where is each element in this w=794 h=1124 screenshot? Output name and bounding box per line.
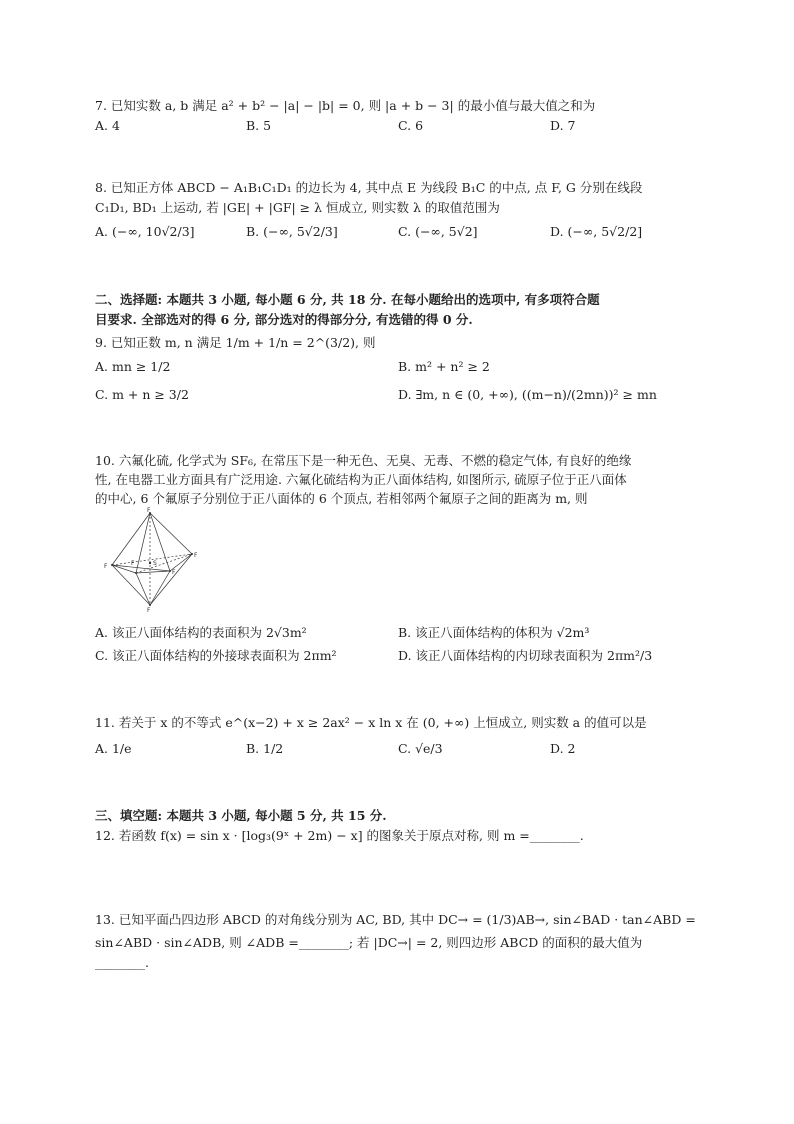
- q9-option-a: A. mn ≥ 1/2: [95, 359, 171, 374]
- q10-stem-line1: 10. 六氟化硫, 化学式为 SF₆, 在常压下是一种无色、无臭、无毒、不燃的稳定气体, 有良好的绝缘: [95, 453, 632, 468]
- label-f-back: F: [172, 569, 176, 576]
- q10-option-c: C. 该正八面体结构的外接球表面积为 2πm²: [95, 648, 337, 663]
- q11-option-c: C. √e/3: [398, 741, 443, 756]
- q8-stem-line1: 8. 已知正方体 ABCD − A₁B₁C₁D₁ 的边长为 4, 其中点 E 为线段 B₁C 的中点, 点 F, G 分别在线段: [95, 180, 643, 195]
- q8-option-d: D. (−∞, 5√2/2]: [550, 224, 643, 239]
- q13-stem-line1: 13. 已知平面凸四边形 ABCD 的对角线分别为 AC, BD, 其中 DC→ = (1/3)AB→, sin∠BAD · tan∠ABD =: [95, 912, 696, 927]
- q10-option-b: B. 该正八面体结构的体积为 √2m³: [398, 625, 590, 640]
- q10-stem-line2: 性, 在电器工业方面具有广泛用途. 六氟化硫结构为正八面体结构, 如图所示, 硫原子位于正八面体: [95, 472, 627, 487]
- q9-option-b: B. m² + n² ≥ 2: [398, 359, 490, 374]
- q10-stem-line3: 的中心, 6 个氟原子分别位于正八面体的 6 个顶点, 若相邻两个氟原子之间的距离为 m, 则: [95, 491, 588, 506]
- q11-option-d: D. 2: [550, 741, 576, 756]
- label-f-top: F: [147, 507, 151, 514]
- q10-option-d: D. 该正八面体结构的内切球表面积为 2πm²/3: [398, 648, 653, 663]
- octahedron-figure: [100, 507, 210, 613]
- q7-stem: 7. 已知实数 a, b 满足 a² + b² − |a| − |b| = 0, 则 |a + b − 3| 的最小值与最大值之和为: [95, 98, 596, 113]
- label-f-left: F: [104, 563, 108, 570]
- q8-option-c: C. (−∞, 5√2]: [398, 224, 478, 239]
- q11-option-a: A. 1/e: [95, 741, 132, 756]
- q7-option-d: D. 7: [550, 118, 576, 133]
- q9-option-d: D. ∃m, n ∈ (0, +∞), ((m−n)/(2mn))² ≥ mn: [398, 387, 657, 402]
- label-f-bottom: F: [147, 607, 151, 613]
- label-f-right: F: [194, 552, 198, 559]
- q8-option-b: B. (−∞, 5√2/3]: [246, 224, 338, 239]
- label-f-front: F: [131, 560, 135, 567]
- q11-option-b: B. 1/2: [246, 741, 284, 756]
- q11-stem: 11. 若关于 x 的不等式 e^(x−2) + x ≥ 2ax² − x ln x 在 (0, +∞) 上恒成立, 则实数 a 的值可以是: [95, 715, 647, 730]
- q13-stem-line3: ________.: [95, 955, 149, 970]
- q9-option-c: C. m + n ≥ 3/2: [95, 387, 189, 402]
- q13-stem-line2: sin∠ABD · sin∠ADB, 则 ∠ADB =________; 若 |DC→| = 2, 则四边形 ABCD 的面积的最大值为: [95, 935, 643, 950]
- q10-option-a: A. 该正八面体结构的表面积为 2√3m²: [95, 625, 307, 640]
- q8-stem-line2: C₁D₁, BD₁ 上运动, 若 |GE| + |GF| ≥ λ 恒成立, 则实数 λ 的取值范围为: [95, 200, 500, 215]
- q7-option-a: A. 4: [95, 118, 120, 133]
- q7-option-c: C. 6: [398, 118, 424, 133]
- q12-stem: 12. 若函数 f(x) = sin x · [log₃(9ˣ + 2m) − x] 的图象关于原点对称, 则 m =________.: [95, 828, 584, 843]
- label-s-center: S: [153, 560, 157, 567]
- q9-stem: 9. 已知正数 m, n 满足 1/m + 1/n = 2^(3/2), 则: [95, 335, 376, 350]
- section2-heading-line2: 目要求. 全部选对的得 6 分, 部分选对的得部分分, 有选错的得 0 分.: [95, 312, 473, 327]
- q8-option-a: A. (−∞, 10√2/3]: [95, 224, 195, 239]
- q7-option-b: B. 5: [246, 118, 272, 133]
- section2-heading-line1: 二、选择题: 本题共 3 小题, 每小题 6 分, 共 18 分. 在每小题给出的选项中, 有多项符合题: [95, 292, 600, 307]
- section3-heading: 三、填空题: 本题共 3 小题, 每小题 5 分, 共 15 分.: [95, 808, 387, 823]
